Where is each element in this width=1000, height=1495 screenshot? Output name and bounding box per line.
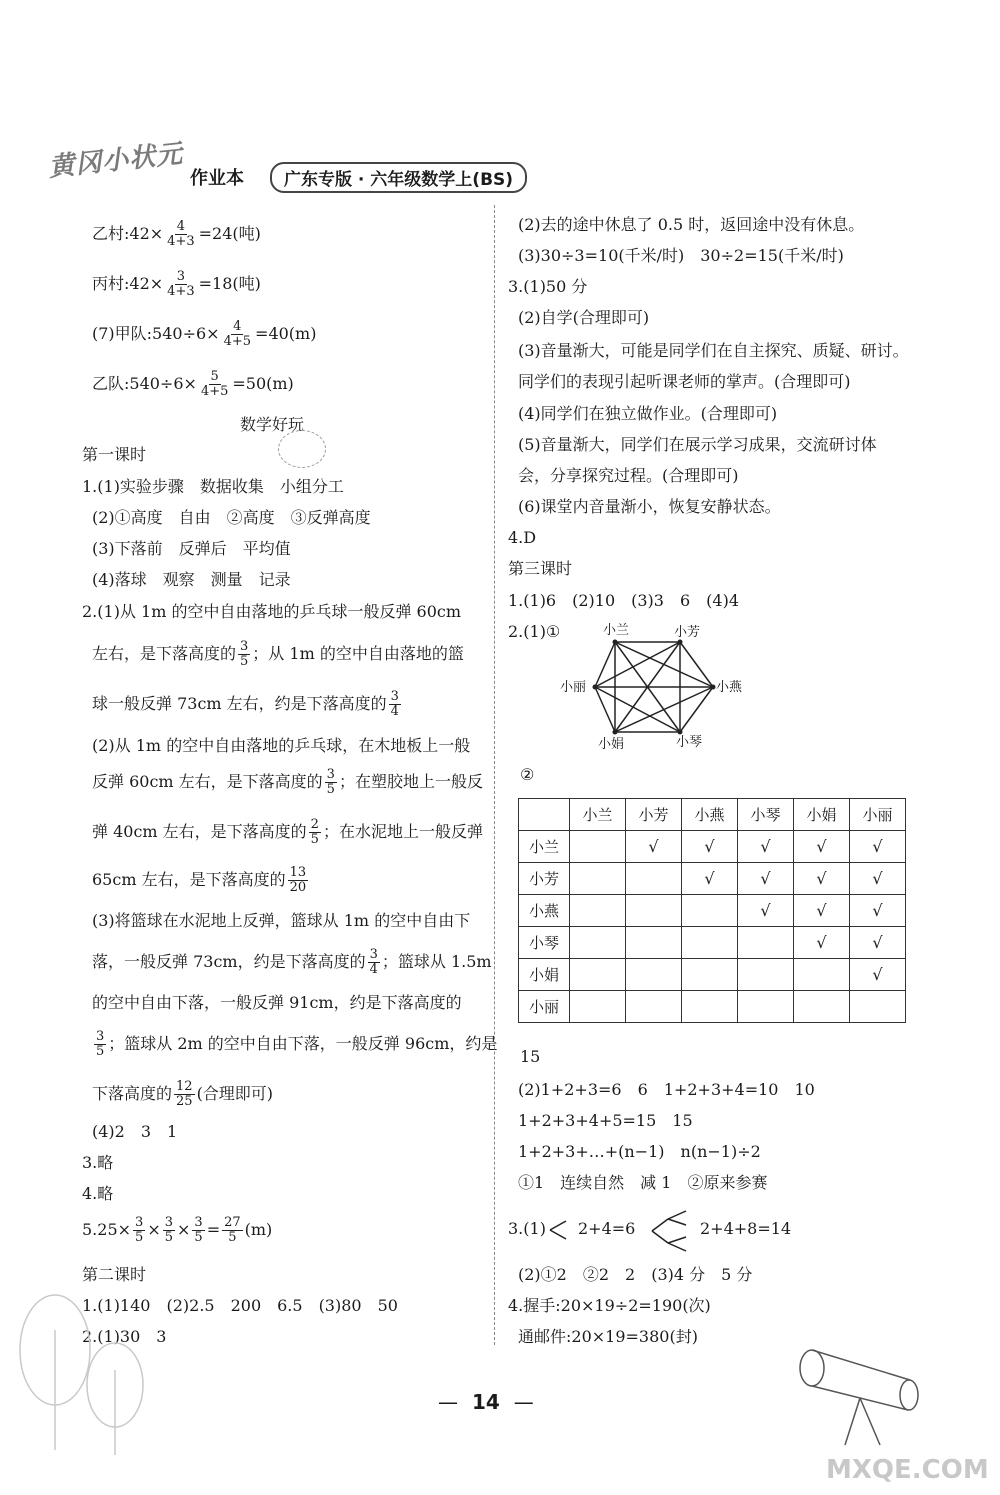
answer-line: (2)从 1m 的空中自由落地的乒乓球，在木地板上一般 [92,736,471,755]
tree-diagram-small [548,1218,570,1242]
answer-line: (2)自学(合理即可) [518,308,650,327]
answer-line: 1+2+3+…+(n−1) n(n−1)÷2 [518,1142,761,1161]
section-title: 数学好玩 [240,415,305,434]
table-cell [682,959,738,991]
answer-line: 4.略 [82,1184,114,1203]
answer-line: 2+4=6 [578,1219,636,1238]
answer-line: 落，一般反弹 73cm，约是下落高度的 $\frac{3}{4}$ ；篮球从 1.5m [92,947,492,977]
table-cell [570,959,626,991]
table-row [519,991,906,1023]
answer-line: $\frac{3}{5}$ ；篮球从 2m 的空中自由下落，一般反弹 96cm，约是 [96,1029,498,1059]
tree-diagram-large [650,1208,690,1254]
table-cell [570,927,626,959]
table-row-header: 小兰 [519,831,570,863]
answer-line: 下落高度的 $\frac{12}{25}$ (合理即可) [92,1079,274,1109]
answer-line: 2.(1)从 1m 的空中自由落地的乒乓球一般反弹 60cm [82,602,462,621]
table-cell [626,895,682,927]
table-cell [850,991,906,1023]
table-cell: √ [738,863,794,895]
answer-line: 2+4+8=14 [700,1219,792,1238]
graph-label-xiaofang: 小芳 [674,625,701,640]
table-header-cell: 小丽 [850,799,906,831]
table-cell [570,991,626,1023]
graph-label-xiaoli: 小丽 [560,680,587,695]
answer-line: 3.(1)50 分 [508,277,588,296]
graph-label-xiaoqin: 小琴 [676,735,703,750]
table-cell: √ [850,831,906,863]
lesson-1-title: 第一课时 [82,445,147,464]
answer-line: 的空中自由下落，一般反弹 91cm，约是下落高度的 [92,993,462,1012]
answer-line: 会，分享探究过程。(合理即可) [518,466,739,485]
table-cell: √ [626,831,682,863]
table-cell [570,831,626,863]
answer-line: 3.(1) [508,1219,546,1238]
table-cell [794,991,850,1023]
table-row [519,927,906,959]
table-cell [738,959,794,991]
column-divider [494,205,495,1345]
yidui-line: 乙队:540÷6× $\frac{5}{4+5}$ =50(m) [92,369,294,399]
handshake-table [518,798,906,1023]
table-cell [682,927,738,959]
table-cell [626,863,682,895]
table-cell [682,895,738,927]
graph-label-xiaolan: 小兰 [603,623,630,638]
table-cell [794,959,850,991]
table-cell [626,991,682,1023]
table-cell: √ [682,863,738,895]
table-cell [682,991,738,1023]
answer-line: (6)课堂内音量渐小，恢复安静状态。 [518,497,781,516]
graph-label-xiaojuan: 小娟 [598,737,625,752]
answer-line: 反弹 60cm 左右，是下落高度的 $\frac{3}{5}$ ；在塑胶地上一般反 [92,767,483,797]
table-cell [738,991,794,1023]
yicun-line: 乙村:42× $\frac{4}{4+3}$ =24(吨) [92,219,261,249]
answer-line: (2)1+2+3=6 6 1+2+3+4=10 10 [518,1080,815,1099]
answer-line: (3)音量渐大，可能是同学们在自主探究、质疑、研讨。 [518,341,909,360]
table-cell: √ [850,927,906,959]
answer-line: 1+2+3+4+5=15 15 [518,1111,693,1130]
table-cell: √ [794,863,850,895]
table-row-header: 小燕 [519,895,570,927]
table-row [519,831,906,863]
table-cell [626,927,682,959]
answer-line: 15 [520,1047,541,1066]
table-row [519,959,906,991]
table-header-cell: 小兰 [570,799,626,831]
tree-decoration-icon [10,1290,170,1460]
answer-line: (2)①高度 自由 ②高度 ③反弹高度 [92,508,371,527]
table-header-cell: 小燕 [682,799,738,831]
edition-badge: 广东专版 · 六年级数学上(BS) [270,162,527,193]
answer-line: ② [520,765,535,784]
answer-line: (2)去的途中休息了 0.5 时，返回途中没有休息。 [518,215,865,234]
table-cell: √ [794,895,850,927]
answer-line: 左右，是下落高度的 $\frac{3}{5}$ ；从 1m 的空中自由落地的篮 [92,639,464,669]
table-header-cell: 小琴 [738,799,794,831]
answer-line: 3.略 [82,1153,114,1172]
table-cell: √ [738,895,794,927]
table-cell: √ [850,863,906,895]
table-cell: √ [850,959,906,991]
answer-line: 5.25× $\frac{3}{5}$ × $\frac{3}{5}$ × $\frac{3}{5}$ = $\frac{27}{5}$ (m) [82,1215,273,1245]
answer-line: 65cm 左右，是下落高度的 $\frac{13}{20}$ [92,865,307,895]
table-cell: √ [682,831,738,863]
table-cell: √ [794,831,850,863]
answer-line: (3)30÷3=10(千米/时) 30÷2=15(千米/时) [518,246,844,265]
answer-line: (2)①2 ②2 2 (3)4 分 5 分 [518,1265,753,1284]
table-cell: √ [738,831,794,863]
answer-line: (4)2 3 1 [92,1122,178,1141]
brand-logo: 黄冈小状元 [47,139,185,183]
table-row-header: 小娟 [519,959,570,991]
answer-line: 4.D [508,528,537,547]
table-row [519,895,906,927]
answer-line: (5)音量渐大，同学们在展示学习成果，交流研讨体 [518,435,877,454]
table-row [519,863,906,895]
table-row-header: 小琴 [519,927,570,959]
answer-line: ①1 连续自然 减 1 ②原来参赛 [518,1173,768,1192]
lesson-2-title: 第二课时 [82,1265,147,1284]
table-header-cell: 小娟 [794,799,850,831]
answer-line: 1.(1)6 (2)10 (3)3 6 (4)4 [508,591,740,610]
table-cell [570,895,626,927]
answer-line: 1.(1)140 (2)2.5 200 6.5 (3)80 50 [82,1296,398,1315]
table-cell: √ [850,895,906,927]
table-header-row [519,799,906,831]
bingcun-line: 丙村:42× $\frac{3}{4+3}$ =18(吨) [92,269,261,299]
answer-line: (3)将篮球在水泥地上反弹，篮球从 1m 的空中自由下 [92,911,471,930]
table-header-cell: 小芳 [626,799,682,831]
graph-label-xiaoyan: 小燕 [716,680,743,695]
table-row-header: 小芳 [519,863,570,895]
table-cell [570,863,626,895]
lesson-3-title: 第三课时 [508,559,573,578]
answer-line: 同学们的表现引起听课老师的掌声。(合理即可) [518,372,851,391]
answer-line: 1.(1)实验步骤 数据收集 小组分工 [82,477,344,496]
stamp-icon [278,430,326,468]
table-row-header: 小丽 [519,991,570,1023]
jiadui-line: (7)甲队:540÷6× $\frac{4}{4+5}$ =40(m) [92,319,317,349]
table-cell: √ [794,927,850,959]
book-title: 作业本 [190,168,244,189]
answer-line: (4)同学们在独立做作业。(合理即可) [518,404,778,423]
answer-line: (4)落球 观察 测量 记录 [92,570,291,589]
answer-line: 通邮件:20×19=380(封) [518,1327,698,1346]
answer-line: 4.握手:20×19÷2=190(次) [508,1296,711,1315]
telescope-icon [790,1340,930,1450]
watermark: MXQE.COM [826,1455,989,1485]
answer-line: 2.(1)① [508,622,561,641]
table-header-cell [519,799,570,831]
table-cell [626,959,682,991]
answer-line: 弹 40cm 左右，是下落高度的 $\frac{2}{5}$ ；在水泥地上一般反弹 [92,817,483,847]
answer-line: 球一般反弹 73cm 左右，约是下落高度的 $\frac{3}{4}$ [92,689,399,719]
answer-line: 2.(1)30 3 [82,1327,167,1346]
table-cell [738,927,794,959]
page-number: — 14 — [438,1390,534,1414]
answer-line: (3)下落前 反弹后 平均值 [92,539,291,558]
